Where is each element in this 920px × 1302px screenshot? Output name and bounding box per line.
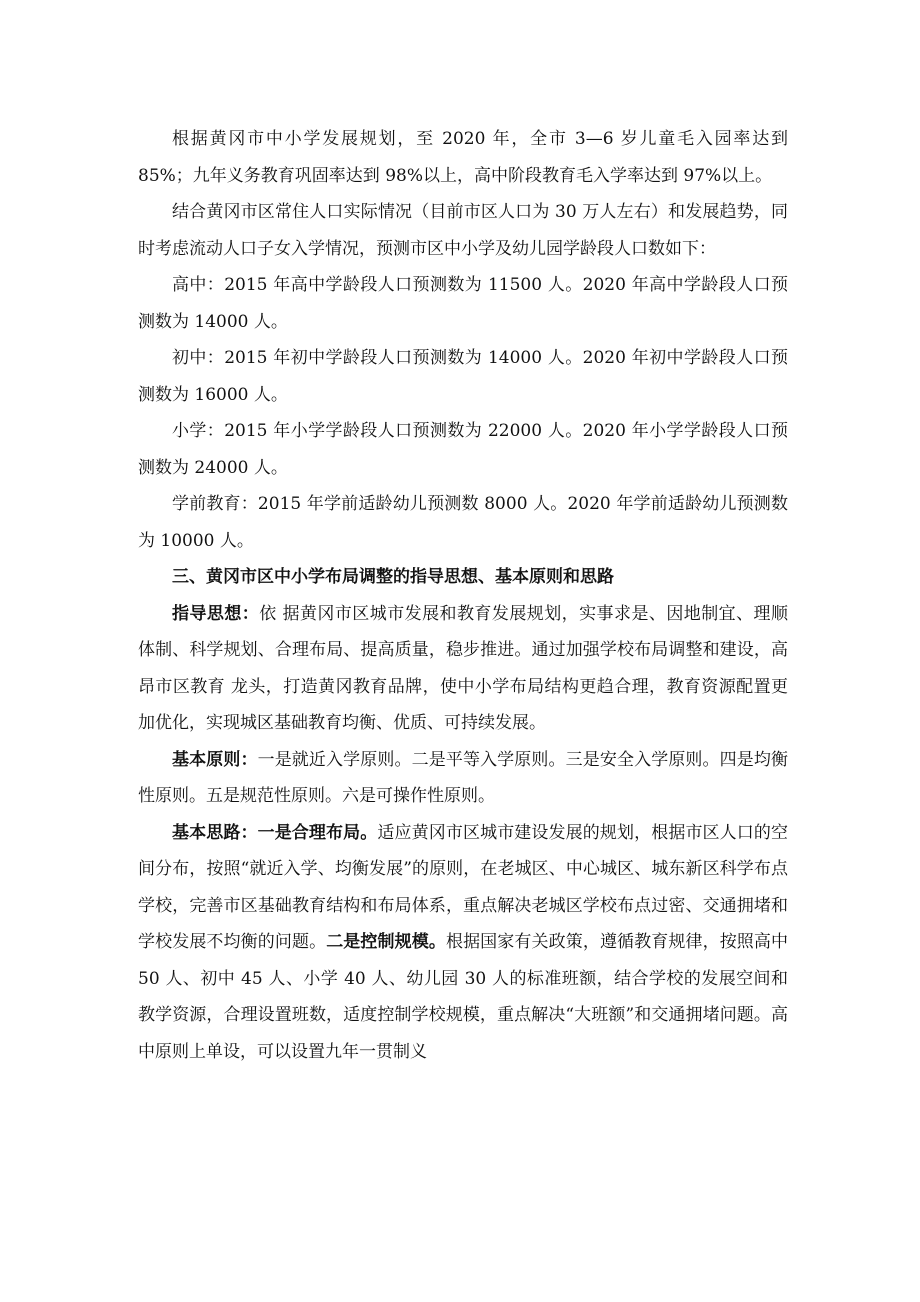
paragraph-primary-school-forecast: 小学：2015 年小学学龄段人口预测数为 22000 人。2020 年小学学龄段人口预测数为 24000 人。 bbox=[138, 421, 788, 478]
guiding-text: 依 据黄冈市区城市发展和教育发展规划，实事求是、因地制宜、理顺体制、科学规划、合理布局、提高质量，稳步推进。通过加强学校布局调整和建设，高昂市区教育 龙头，打造黄冈教育品牌，使中小学布局结构更趋合理，教育资源配置更加优化，实现城区基础教育均衡、优质、可持续发展。 bbox=[138, 603, 789, 733]
approach-point2-text: 根据国家有关政策，遵循教育规律，按照高中 50 人、初中 45 人、小学 40 人、幼儿园 30 人的标准班额，结合学校的发展空间和教学资源，合理设置班数，适度控制学校规模，重点解决“大班额”和交通拥堵问题。高中原则上单设，可以设置九年一贯制义 bbox=[138, 932, 789, 1062]
approach-label: 基本思路： bbox=[172, 822, 258, 843]
approach-point1-text: 适应黄冈市区城市建设发展的规划，根据市区人口的空间分布，按照“就近入学、均衡发展”的原则，在老城区、中心城区、城东新区科学布点学校，完善市区基础教育结构和布局体系，重点解决老城区学校布点过密、交通拥堵和学校发展不均衡的问题。 bbox=[138, 822, 789, 952]
paragraph-middle-school-forecast: 初中：2015 年初中学龄段人口预测数为 14000 人。2020 年初中学龄段人口预测数为 16000 人。 bbox=[138, 348, 788, 405]
paragraph-enrollment-targets: 根据黄冈市中小学发展规划，至 2020 年，全市 3—6 岁儿童毛入园率达到 85%；九年义务教育巩固率达到 98%以上，高中阶段教育毛入学率达到 97%以上。 bbox=[138, 129, 788, 186]
paragraph-preschool-forecast: 学前教育：2015 年学前适龄幼儿预测数 8000 人。2020 年学前适龄幼儿预测数为 10000 人。 bbox=[138, 494, 788, 551]
paragraph-basic-principles bbox=[138, 742, 788, 815]
paragraph-population-basis: 结合黄冈市区常住人口实际情况（目前市区人口为 30 万人左右）和发展趋势，同时考虑流动人口子女入学情况，预测市区中小学及幼儿园学龄段人口数如下： bbox=[138, 202, 788, 259]
approach-point2-label: 二是控制规模。 bbox=[326, 932, 446, 952]
paragraph-high-school-forecast: 高中：2015 年高中学龄段人口预测数为 11500 人。2020 年高中学龄段人口预测数为 14000 人。 bbox=[138, 275, 788, 332]
principles-label: 基本原则： bbox=[172, 749, 258, 770]
principles-text: 一是就近入学原则。二是平等入学原则。三是安全入学原则。四是均衡性原则。五是规范性原则。六是可操作性原则。 bbox=[138, 749, 789, 806]
paragraph-guiding-ideology bbox=[138, 596, 788, 742]
approach-point1-label: 一是合理布局。 bbox=[257, 822, 378, 843]
section-heading: 三、黄冈市区中小学布局调整的指导思想、基本原则和思路 bbox=[172, 567, 614, 587]
guiding-label: 指导思想： bbox=[172, 603, 260, 624]
paragraph-basic-approach bbox=[138, 815, 788, 1071]
document-body bbox=[138, 121, 788, 1070]
